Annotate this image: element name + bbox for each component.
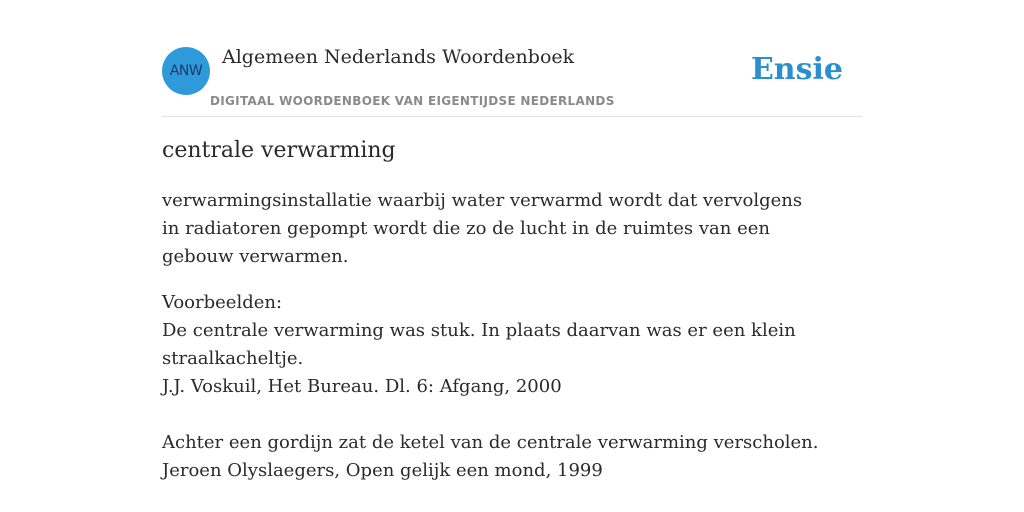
site-subtitle: DIGITAAL WOORDENBOEK VAN EIGENTIJDSE NEDERLANDS [210, 94, 615, 108]
example-source: Jeroen Olyslaegers, Open gelijk een mond, 1999 [162, 460, 603, 481]
site-title[interactable]: Algemeen Nederlands Woordenboek [222, 46, 575, 68]
entry-headword: centrale verwarming [162, 138, 396, 163]
ensie-brand-logo[interactable]: Ensie [750, 52, 843, 87]
example-item [162, 429, 822, 485]
example-source: J.J. Voskuil, Het Bureau. Dl. 6: Afgang, 2000 [162, 376, 562, 397]
example-text: Achter een gordijn zat de ketel van de centrale verwarming verscholen. [162, 432, 819, 453]
example-text: De centrale verwarming was stuk. In plaats daarvan was er een klein straalkacheltje. [162, 320, 796, 369]
anw-logo[interactable] [162, 47, 210, 95]
entry-content [162, 138, 822, 485]
site-header [162, 0, 862, 117]
examples-label: Voorbeelden: [162, 292, 283, 313]
entry-definition: verwarmingsinstallatie waarbij water verwarmd wordt dat vervolgens in radiatoren gepompt wordt die zo de lucht in de ruimtes van een gebouw verwarmen. [162, 190, 803, 267]
example-item [162, 317, 822, 401]
anw-logo-text: ANW [169, 63, 203, 79]
examples-section [162, 289, 822, 485]
